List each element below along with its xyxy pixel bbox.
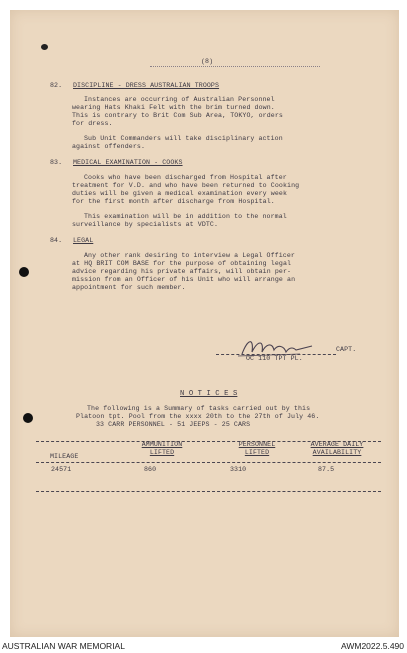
signature-rank: CAPT. [336,346,357,353]
table-cell-availability: 87.5 [318,466,335,473]
section-82-p1-l3: This is contrary to Brit Com Sub Area, TOKYO, orders [72,112,283,119]
page-number-rule [150,66,320,67]
section-83-p1-l1: Cooks who have been discharged from Hospital after [84,174,287,181]
notices-subline: 33 CARR PERSONNEL - 51 JEEPS - 25 CARS [96,421,251,428]
notices-intro-l2: Platoon tpt. Pool from the xxxx 20th to the 27th of July 46. [76,413,320,420]
footer-accession: AWM2022.5.490 [341,641,404,651]
section-83-p1-l3: duties will be given a medical examination every week [72,190,288,197]
section-84-p1-l4: mission from an Officer of his Unit who will arrange an [72,276,296,283]
punch-hole-top [19,267,29,277]
section-83-heading: MEDICAL EXAMINATION - COOKS [73,159,183,166]
section-83-p1-l2: treatment for V.D. and who have been returned to Cooking [72,182,300,189]
table-header-personnel: PERSONNEL LIFTED [238,441,276,456]
table-header-mileage: MILEAGE [50,453,79,460]
section-82-p1-l1: Instances are occurring of Australian Personnel [84,96,275,103]
section-82-heading: DISCIPLINE - DRESS AUSTRALIAN TROOPS [73,82,220,89]
table-header-ammunition: AMMUNITION LIFTED [141,441,183,456]
section-82-number: 82. [50,82,63,89]
section-82-p2-l2: against offenders. [72,143,146,150]
table-header-availability: AVERAGE DAILY AVAILABILITY [310,441,364,456]
table-cell-ammunition: 860 [144,466,157,473]
section-83-p2-l2: surveillance by specialists at VDTC. [72,221,219,228]
section-84-heading: LEGAL [73,237,94,244]
page-number: (8) [201,58,214,65]
section-82-p1-l2: wearing Hats Khaki Felt with the brim turned down. [72,104,275,111]
table-bottom-rule [36,491,381,492]
section-82-p1-l4: for dress. [72,120,113,127]
section-82-p2-l1: Sub Unit Commanders will take disciplinary action [84,135,283,142]
punch-hole-bottom [23,413,33,423]
section-83-p1-l4: for the first month after discharge from Hospital. [72,198,275,205]
table-header-rule [36,462,381,463]
section-84-p1-l5: appointment for such member. [72,284,186,291]
section-84-number: 84. [50,237,63,244]
ink-blot [41,44,48,50]
notices-title: N O T I C E S [180,390,238,398]
section-84-p1-l2: at HQ BRIT COM BASE for the purpose of obtaining legal [72,260,292,267]
table-cell-personnel: 3310 [230,466,247,473]
section-84-p1-l1: Any other rank desiring to interview a Legal Officer [84,252,295,259]
section-83-number: 83. [50,159,63,166]
section-83-p2-l1: This examination will be in addition to the normal [84,213,287,220]
signature-rule [216,354,336,355]
section-84-p1-l3: advice regarding his private affairs, will obtain per- [72,268,292,275]
signature-unit: OC 110 TPT PL. [246,355,303,362]
table-cell-mileage: 24571 [51,466,72,473]
footer-credit: AUSTRALIAN WAR MEMORIAL [2,641,125,651]
notices-intro-l1: The following is a Summary of tasks carried out by this [87,405,311,412]
